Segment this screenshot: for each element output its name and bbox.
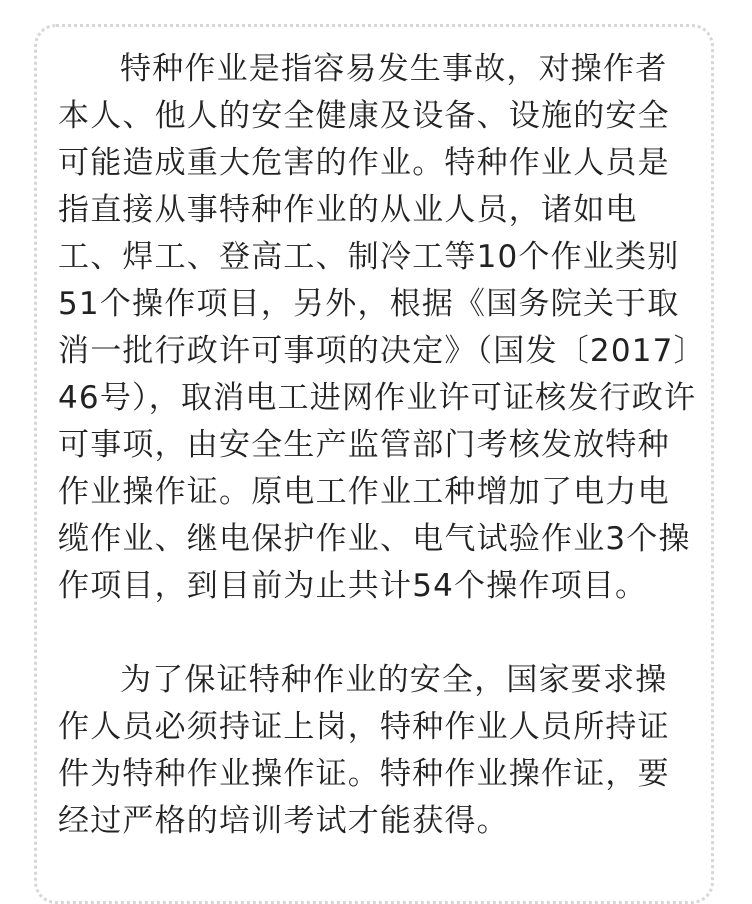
article-body [58, 46, 698, 845]
paragraph-special-operations-definition: 特种作业是指容易发生事故，对操作者本人、他人的安全健康及设备、设施的安全可能造成重大危害的作业。特种作业人员是指直接从事特种作业的从业人员，诸如电工、焊工、登高工、制冷工等10个作业类别51个操作项目，另外，根据《国务院关于取消一批行政许可事项的决定》（国发〔2017〕46号），取消电工进网作业许可证核发行政许可事项，由安全生产监管部门考核发放特种作业操作证。原电工作业工种增加了电力电缆作业、继电保护作业、电气试验作业3个操作项目，到目前为止共计54个操作项目。 [58, 51, 697, 604]
paragraph-certification-requirement: 为了保证特种作业的安全，国家要求操作人员必须持证上岗，特种作业人员所持证件为特种作业操作证。特种作业操作证，要经过严格的培训考试才能获得。 [58, 662, 670, 839]
